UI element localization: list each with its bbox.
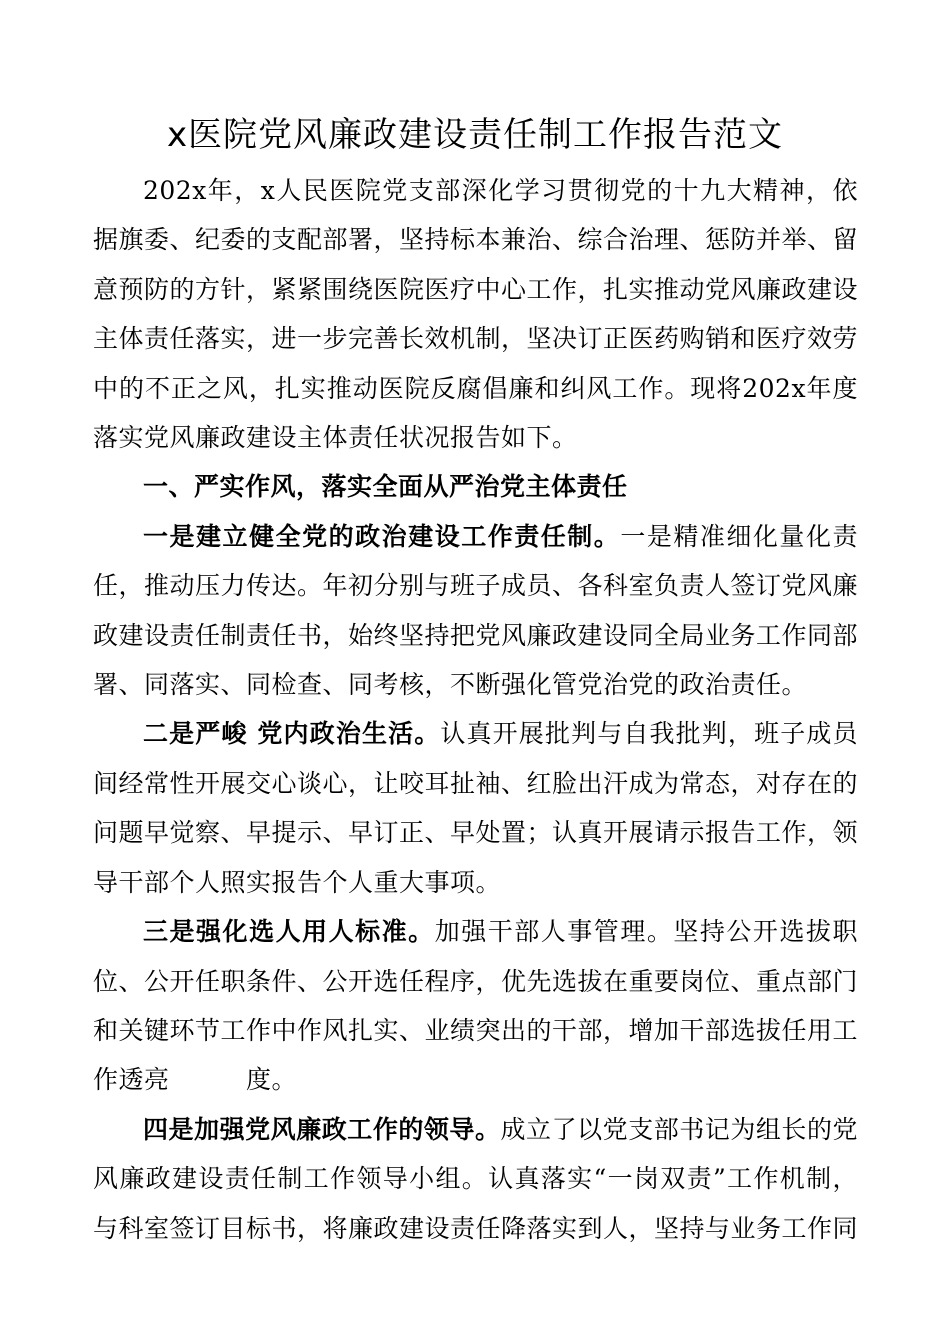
item-lead: 一是建立健全党的政治建设工作责任制。 <box>143 521 621 551</box>
item-lead: 四是加强党风廉政工作的领导。 <box>143 1114 501 1144</box>
item-paragraph <box>93 709 858 907</box>
item-lead: 二是严峻 党内政治生活。 <box>143 719 441 749</box>
item-text: 认真开展批判与自我批判，班子成员间经常性开展交心谈心，让咬耳扯袖、红脸出汗成为常态，对存在的问题早觉察、早提示、早订正、早处置；认真开展请示报告工作，领导干部个人照实报告个人重大事项。 <box>93 719 859 897</box>
item-text: 成立了以党支部书记为组长的党风廉政建设责任制工作领导小组。认真落实“一岗双责”工作机制，与科室签订目标书，将廉政建设责任降落实到人，坚持与业务工作同 <box>93 1114 859 1243</box>
item-paragraph <box>93 1105 858 1253</box>
item-text: 加强干部人事管理。坚持公开选拔职位、公开任职条件、公开选任程序，优先选拔在重要岗位、重点部门和关键环节工作中作风扎实、业绩突出的干部，增加干部选拔任用工作透亮 度。 <box>93 917 859 1095</box>
item-text: 一是精准细化量化责任，推动压力传达。年初分别与班子成员、各科室负责人签订党风廉政建设责任制责任书，始终坚持把党风廉政建设同全局业务工作同部署、同落实、同检查、同考核，不断强化管党治党的政治责任。 <box>93 521 859 700</box>
document-body <box>93 166 858 1253</box>
item-paragraph <box>93 512 858 710</box>
section-heading: 一、严实作风，落实全面从严治党主体责任 <box>143 472 628 502</box>
item-paragraph <box>93 907 858 1105</box>
item-lead: 三是强化选人用人标准。 <box>143 917 435 947</box>
intro-paragraph: 202x年，x人民医院党支部深化学习贯彻党的十九大精神，依据旗委、纪委的支配部署，坚持标本兼治、综合治理、惩防并举、留意预防的方针，紧紧围绕医院医疗中心工作，扎实推动党风廉政建设主体责任落实，进一步完善长效机制，坚决订正医药购销和医疗效劳中的不正之风，扎实推动医院反腐倡廉和纠风工作。现将202x年度落实党风廉政建设主体责任状况报告如下。 <box>93 176 859 453</box>
document-title: x医院党风廉政建设责任制工作报告范文 <box>166 115 784 155</box>
